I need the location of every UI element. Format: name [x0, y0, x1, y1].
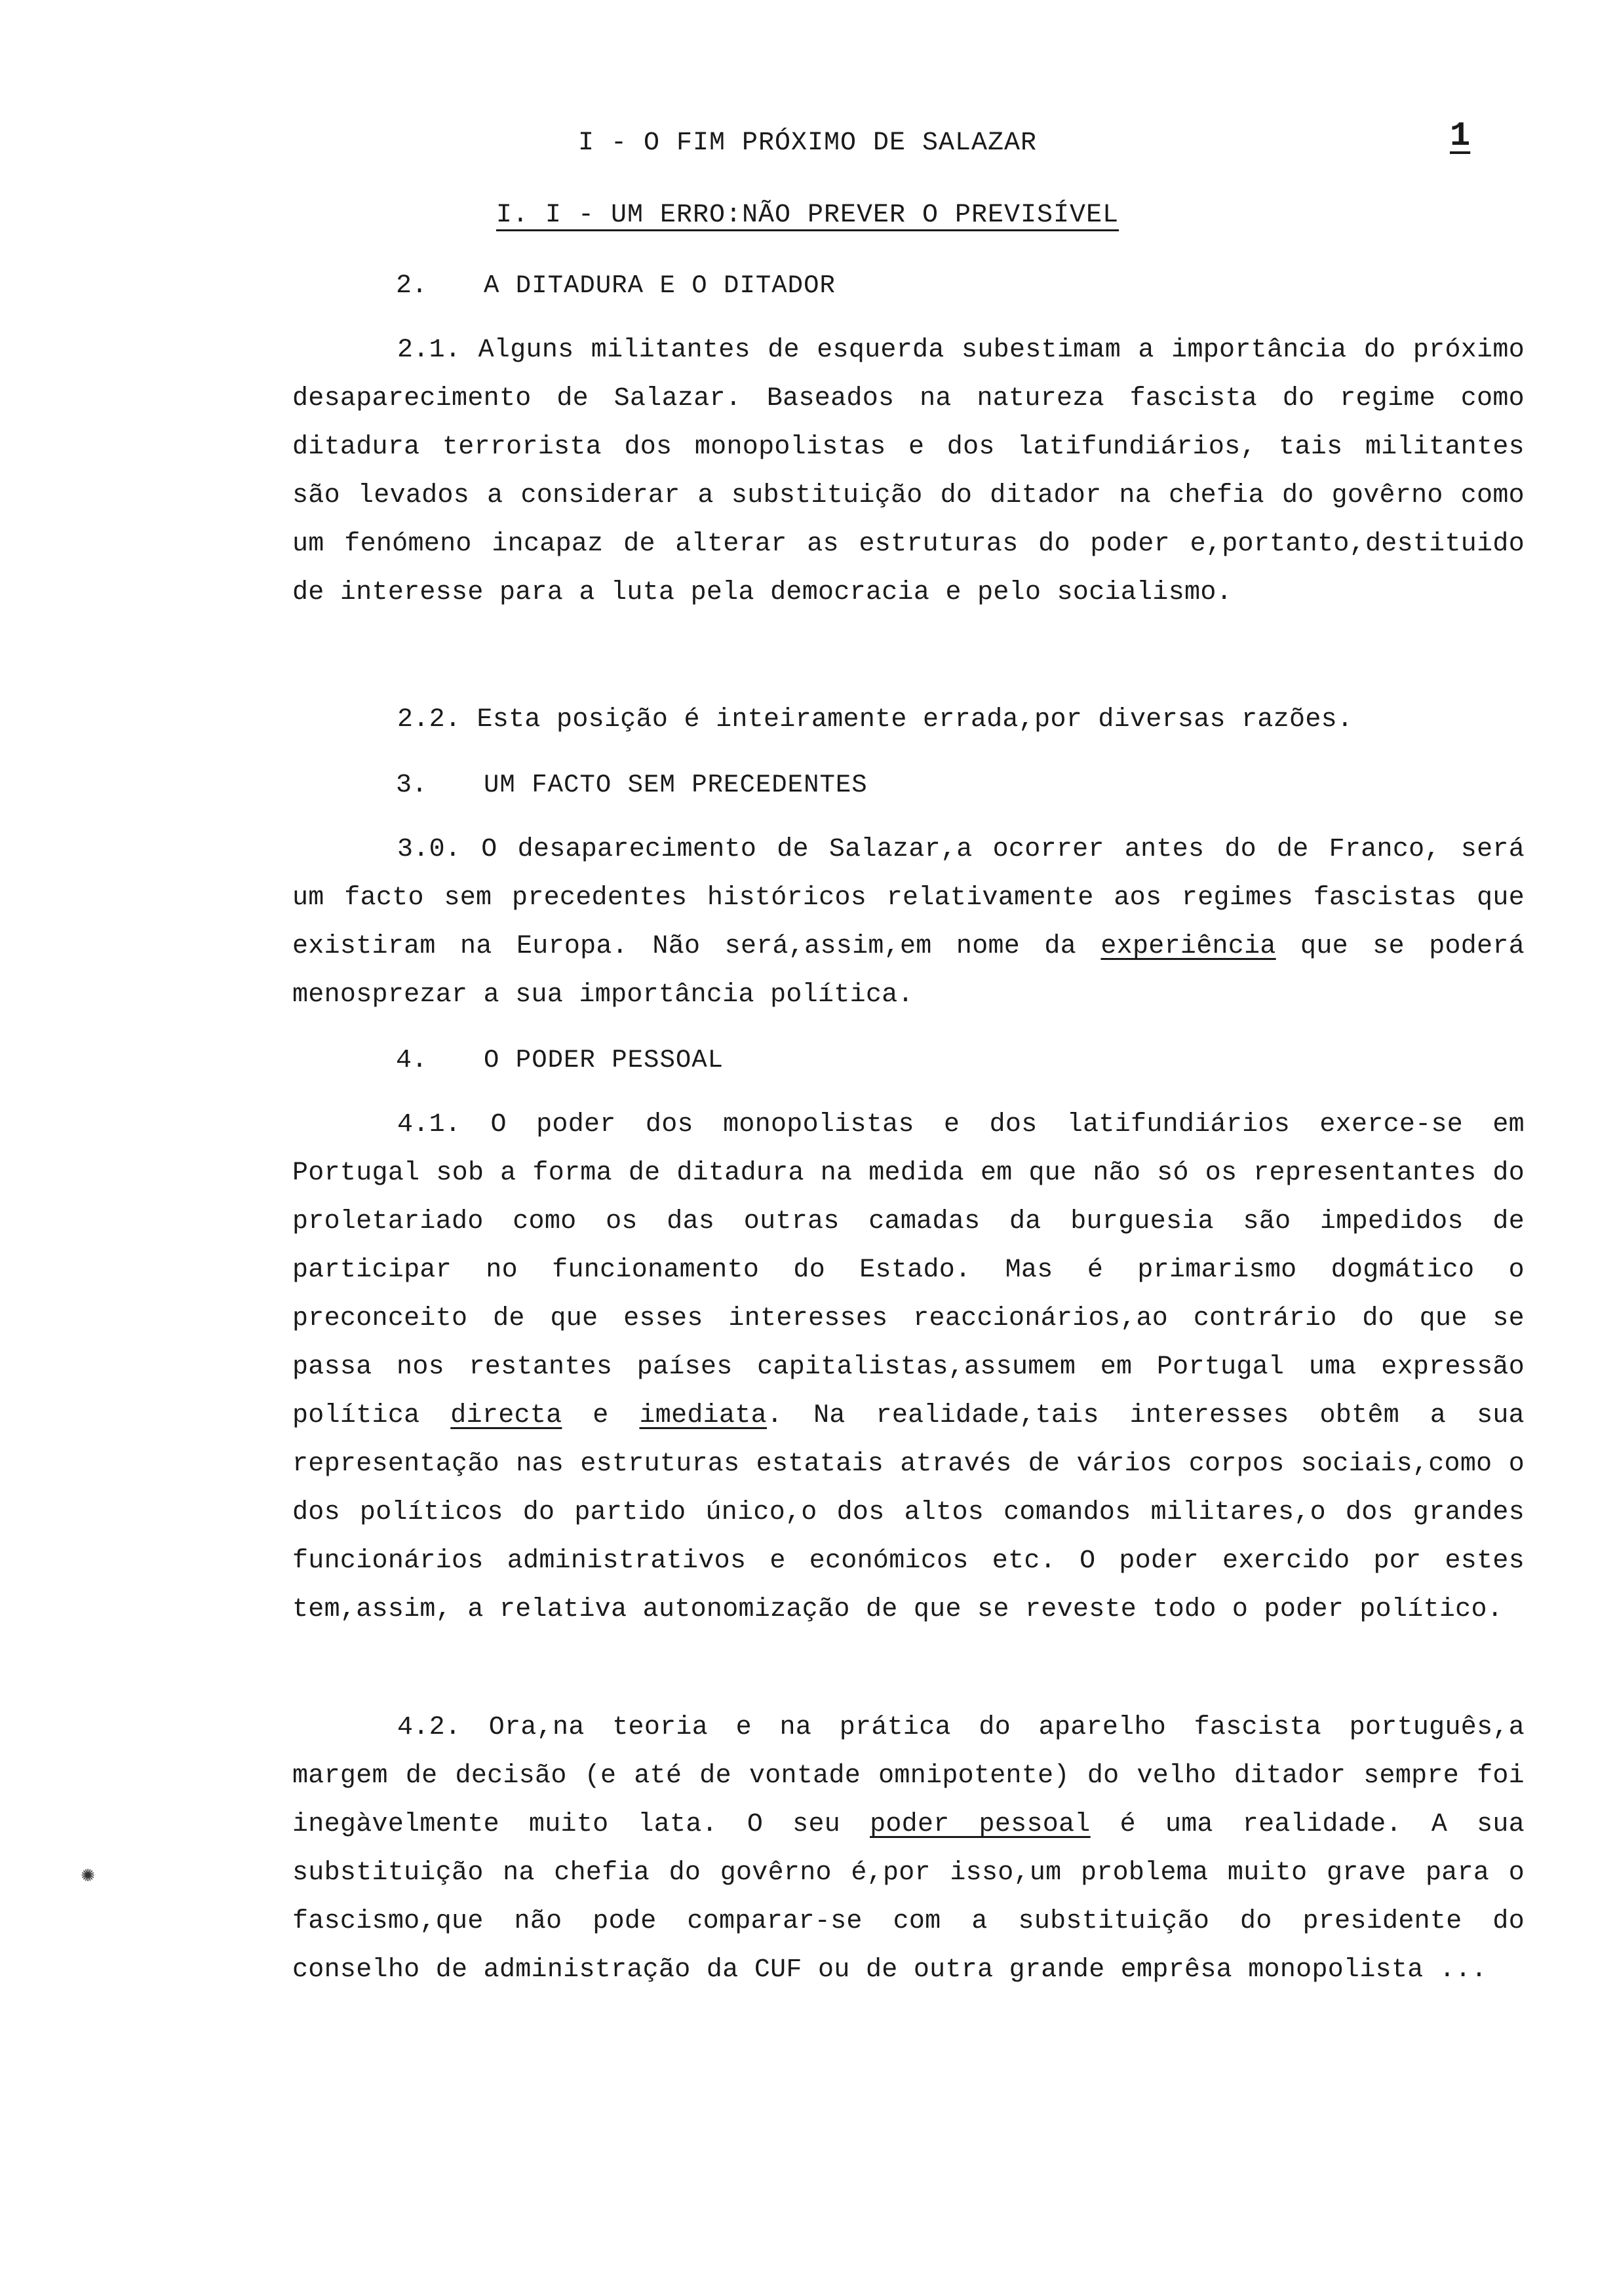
- paragraph-2-2: [292, 696, 1525, 744]
- paragraph-3-0: [292, 826, 1525, 1020]
- paragraph-2-1: [292, 326, 1525, 617]
- section-3-heading: UM FACTO SEM PRECEDENTES: [484, 771, 868, 799]
- paragraph-4-1: [292, 1101, 1525, 1634]
- paragraph-4-2: [292, 1704, 1525, 1995]
- paragraph-3-0-text-a: 3.0. O desaparecimento de Salazar,a ocorrer antes do de Franco, será um facto sem precedentes históricos relativamente aos regimes fascistas que existiram na Europa. Não será,assim,em nome da: [292, 835, 1525, 961]
- paragraph-4-1-text-a: 4.1. O poder dos monopolistas e dos latifundiários exerce-se em Portugal sob a forma de ditadura na medida em que não só os representantes do proletariado como os das outras camadas da burguesia são impedidos de participar no funcionamento do Estado. Mas é primarismo dogmático o preconceito de que esses interesses reaccionários,ao contrário do que se passa nos restantes países capitalistas,assumem em Portugal uma expressão política: [292, 1110, 1525, 1430]
- section-2-heading: A DITADURA E O DITADOR: [484, 271, 836, 300]
- paragraph-3-0-text-b: que se poderá menosprezar a sua importância política.: [292, 932, 1525, 1010]
- section-4-heading: O PODER PESSOAL: [484, 1046, 724, 1075]
- paragraph-4-2-text-b: é uma realidade. A sua substituição na chefia do govêrno é,por isso,um problema muito grave para o fascismo,que não pode comparar-se com a substituição do presidente do conselho de administração da CUF ou de outra grande emprêsa monopolista ...: [292, 1810, 1525, 1985]
- section-4-number: 4.: [396, 1046, 428, 1075]
- paragraph-4-1-underlined-imediata: imediata: [639, 1401, 767, 1430]
- paragraph-2-1-text: 2.1. Alguns militantes de esquerda subestimam a importância do próximo desaparecimento de Salazar. Baseados na natureza fascista do regime como ditadura terrorista dos monopolistas e dos latifundiários, tais militantes são levados a considerar a substituição do ditador na chefia do govêrno como um fenómeno incapaz de alterar as estruturas do poder e,portanto,destituido de interesse para a luta pela democracia e pelo socialismo.: [292, 335, 1525, 607]
- paragraph-4-1-underlined-directa: directa: [450, 1401, 562, 1430]
- paragraph-3-0-underlined: experiência: [1100, 932, 1276, 961]
- paragraph-2-2-text: 2.2. Esta posição é inteiramente errada,por diversas razões.: [397, 705, 1353, 735]
- ink-smudge-mark: ✺: [81, 1864, 95, 1888]
- page-number: 1: [1450, 117, 1471, 155]
- chapter-subtitle: I. I - UM ERRO:NÃO PREVER O PREVISÍVEL: [496, 201, 1119, 230]
- paragraph-4-2-underlined: poder pessoal: [870, 1810, 1091, 1839]
- paragraph-4-2-text-a: 4.2. Ora,na teoria e na prática do aparelho fascista português,a margem de decisão (e até de vontade omnipotente) do velho ditador sempre foi inegàvelmente muito lata. O seu: [292, 1713, 1525, 1839]
- chapter-title: I - O FIM PRÓXIMO DE SALAZAR: [577, 128, 1038, 158]
- section-2-number: 2.: [396, 271, 428, 301]
- section-3-number: 3.: [396, 771, 428, 800]
- paragraph-4-1-text-b: . Na realidade,tais interesses obtêm a sua representação nas estruturas estatais através de vários corpos sociais,como o dos políticos do partido único,o dos altos comandos militares,o dos grandes funcionários administrativos e económicos etc. O poder exercido por estes tem,assim, a relativa autonomização de que se reveste todo o poder político.: [292, 1401, 1525, 1624]
- paragraph-4-1-text-mid: e: [593, 1401, 609, 1430]
